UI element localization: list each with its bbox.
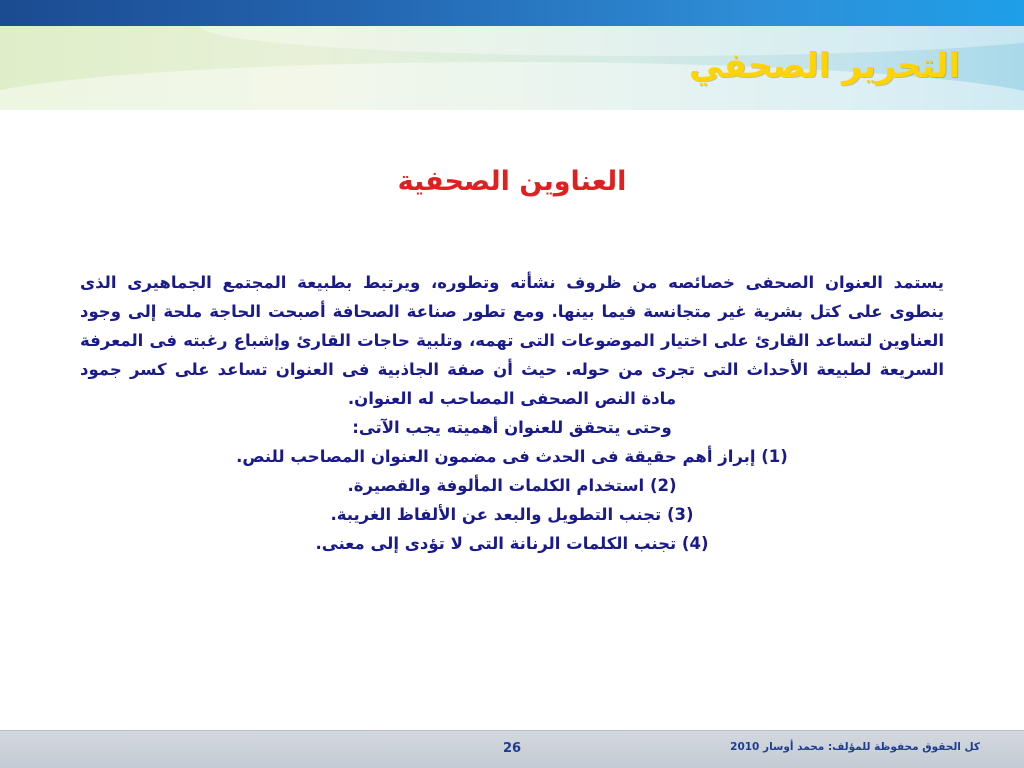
page-number: 26	[502, 741, 522, 756]
footer-bar	[0, 730, 1024, 768]
top-bar	[0, 0, 1024, 26]
requirement-item-4: (4) تجنب الكلمات الرنانة التى لا تؤدى إلى معنى.	[315, 534, 709, 553]
body-paragraph: يستمد العنوان الصحفى خصائصه من ظروف نشأته وتطوره، ويرتبط بطبيعة المجتمع الجماهيرى الذى ينطوى على كتل بشرية غير متجانسة فيما بينها. ومع تطور صناعة الصحافة أصبحت الحاجة ملحة إلى وجود العناوين لتساعد القارئ على اختيار الموضوعات التى تهمه، وتلبية حاجات القارئ وإشباع رغبته فى المعرفة السريعة لطبيعة الأحداث التى تجرى من حوله. حيث أن صفة الجاذبية فى العنوان تساعد على كسر جمود مادة النص الصحفى المصاحب له العنوان.	[80, 273, 944, 408]
slide-title: العناوين الصحفية	[397, 166, 627, 197]
requirement-item-1: (1) إبراز أهم حقيقة فى الحدث فى مضمون العنوان المصاحب للنص.	[236, 447, 788, 466]
requirement-item-2: (2) استخدام الكلمات المألوفة والقصيرة.	[347, 476, 677, 495]
header-title: التحرير الصحفي	[688, 46, 960, 86]
requirements-intro: وحتى يتحقق للعنوان أهميته يجب الآتى:	[352, 418, 672, 437]
slide-body	[80, 268, 944, 558]
copyright-notice: كل الحقوق محفوظة للمؤلف: محمد أوسار 2010	[730, 741, 980, 753]
requirement-item-3: (3) تجنب التطويل والبعد عن الألفاظ الغريبة.	[330, 505, 694, 524]
header-band	[0, 26, 1024, 110]
